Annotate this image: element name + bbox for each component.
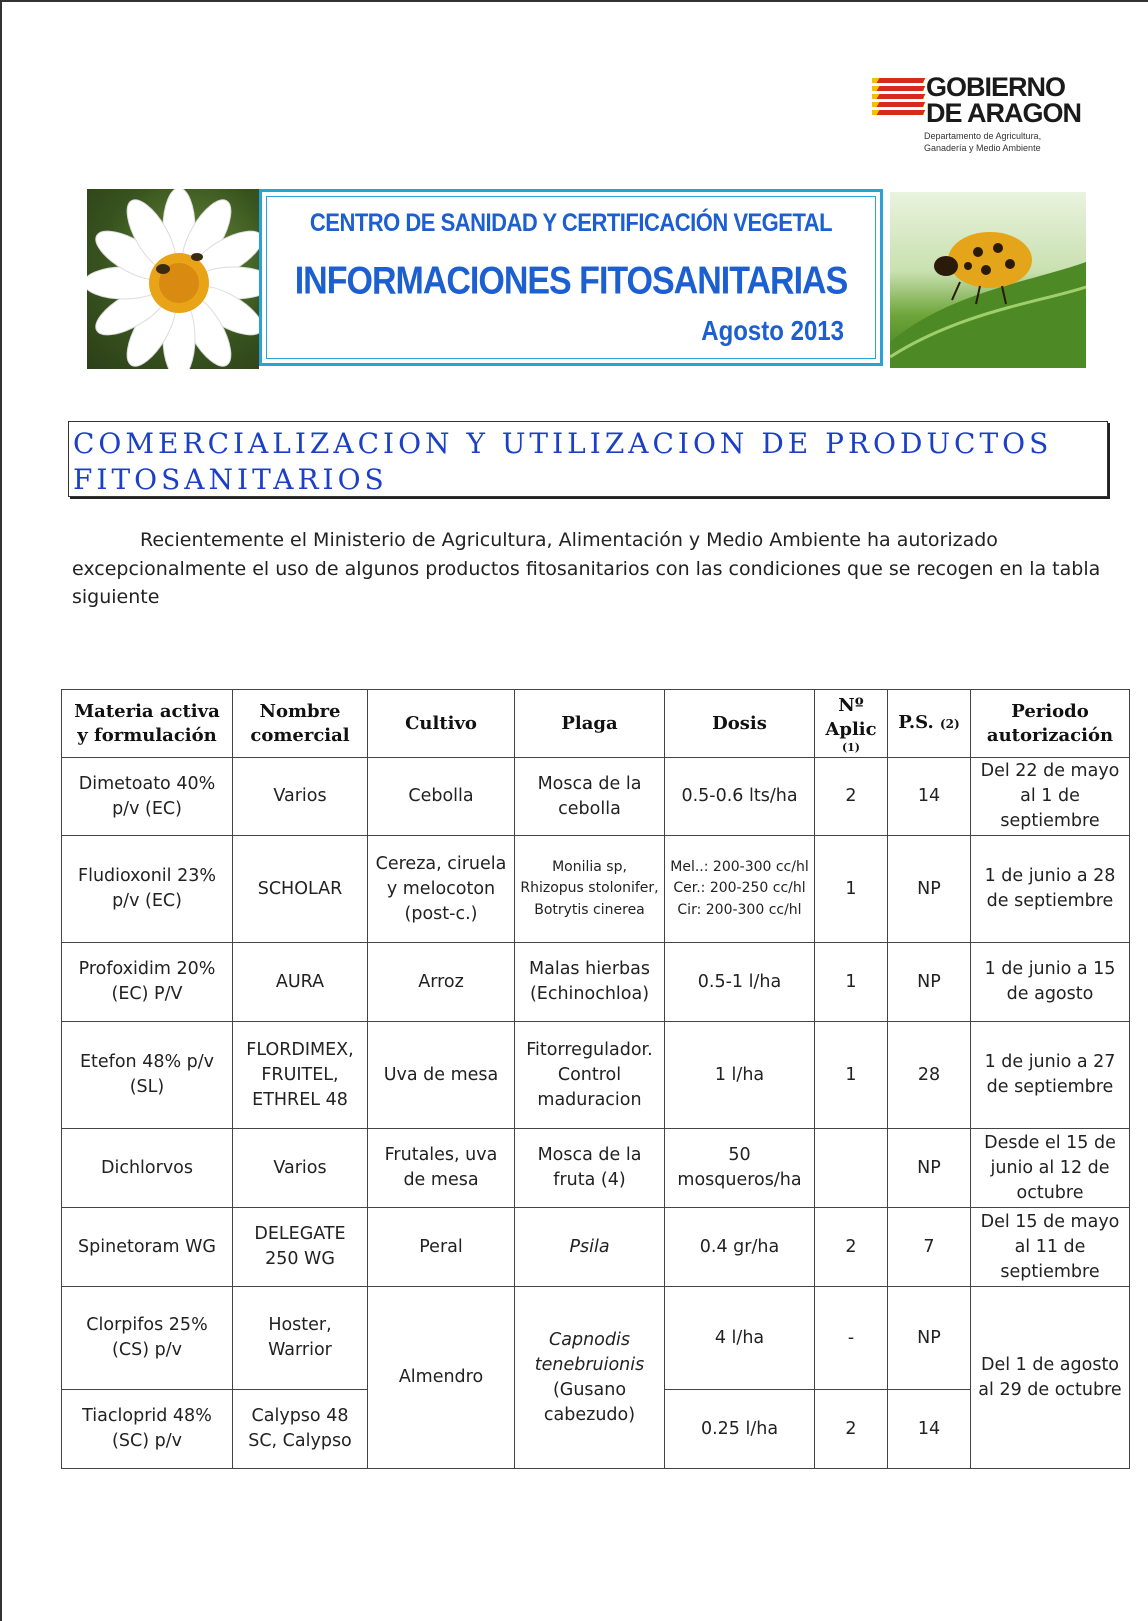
cell-aplic: 2 [815, 758, 888, 836]
cell-ps: NP [888, 1287, 971, 1390]
cell-cultivo: Cereza, ciruela y melocoton (post-c.) [368, 836, 515, 943]
cell-plaga: Mosca de la cebolla [515, 758, 665, 836]
cell-aplic: - [815, 1287, 888, 1390]
cell-ps: 28 [888, 1022, 971, 1129]
cell-materia: Clorpifos 25% (CS) p/v [62, 1287, 233, 1390]
table-row [62, 1287, 1130, 1390]
cell-aplic: 1 [815, 1022, 888, 1129]
header-aplic-label: Nº Aplic [825, 694, 877, 740]
cell-dosis: 1 l/ha [665, 1022, 815, 1129]
cell-nombre: FLORDIMEX, FRUITEL, ETHREL 48 [233, 1022, 368, 1129]
cell-dosis: Mel..: 200-300 cc/hl Cer.: 200-250 cc/hl Cir: 200-300 cc/hl [665, 836, 815, 943]
cell-aplic: 1 [815, 836, 888, 943]
cell-materia: Spinetoram WG [62, 1208, 233, 1287]
cell-periodo: Del 22 de mayo al 1 de septiembre [971, 758, 1130, 836]
cell-aplic [815, 1129, 888, 1208]
daisy-flower-image [87, 189, 259, 369]
cell-materia: Tiacloprid 48% (SC) p/v [62, 1390, 233, 1469]
authorizations-table [61, 689, 1130, 1469]
cell-materia: Dichlorvos [62, 1129, 233, 1208]
cell-materia: Dimetoato 40% p/v (EC) [62, 758, 233, 836]
logo-name [926, 74, 1081, 126]
table-row [62, 1022, 1130, 1129]
banner-date: Agosto 2013 [701, 315, 844, 347]
cell-nombre: Hoster, Warrior [233, 1287, 368, 1390]
cell-nombre: Varios [233, 1129, 368, 1208]
cell-cultivo-shared: Almendro [368, 1287, 515, 1469]
cell-periodo: 1 de junio a 15 de agosto [971, 943, 1130, 1022]
cell-ps: 7 [888, 1208, 971, 1287]
cell-nombre: DELEGATE 250 WG [233, 1208, 368, 1287]
ladybug-image [890, 192, 1086, 368]
cell-cultivo: Cebolla [368, 758, 515, 836]
cell-cultivo: Peral [368, 1208, 515, 1287]
cell-periodo-shared: Del 1 de agosto al 29 de octubre [971, 1287, 1130, 1469]
section-title: COMERCIALIZACION Y UTILIZACION DE PRODUCTOS FITOSANITARIOS [68, 421, 1108, 497]
cell-dosis: 4 l/ha [665, 1287, 815, 1390]
logo-name-line1: GOBIERNO [926, 72, 1066, 102]
cell-ps: NP [888, 836, 971, 943]
cell-materia: Etefon 48% p/v (SL) [62, 1022, 233, 1129]
cell-ps: 14 [888, 1390, 971, 1469]
cell-ps: NP [888, 1129, 971, 1208]
table-row [62, 1129, 1130, 1208]
cell-aplic: 2 [815, 1390, 888, 1469]
header-nombre: Nombre comercial [233, 690, 368, 758]
cell-nombre: Calypso 48 SC, Calypso [233, 1390, 368, 1469]
table-row [62, 1208, 1130, 1287]
cell-plaga: Fitorregulador. Control maduracion [515, 1022, 665, 1129]
cell-periodo: 1 de junio a 28 de septiembre [971, 836, 1130, 943]
header-ps-label: P.S. [898, 712, 934, 733]
header-periodo: Periodo autorización [971, 690, 1130, 758]
cell-plaga: Monilia sp, Rhizopus stolonifer, Botrytis cinerea [515, 836, 665, 943]
cell-dosis: 0.5-0.6 lts/ha [665, 758, 815, 836]
cell-aplic: 2 [815, 1208, 888, 1287]
header-cultivo: Cultivo [368, 690, 515, 758]
cell-materia: Profoxidim 20% (EC) P/V [62, 943, 233, 1022]
table-row [62, 758, 1130, 836]
cell-nombre: AURA [233, 943, 368, 1022]
header-ps-note: (2) [940, 717, 960, 731]
intro-paragraph: Recientemente el Ministerio de Agricultura, Alimentación y Medio Ambiente ha autorizado excepcionalmente el uso de algunos productos fitosanitarios con las condiciones que se recogen en la tabla siguiente [72, 529, 1101, 608]
aragon-flag-icon [872, 78, 924, 122]
header-ps [888, 690, 971, 758]
cell-periodo: Desde el 15 de junio al 12 de octubre [971, 1129, 1130, 1208]
cell-nombre: SCHOLAR [233, 836, 368, 943]
plaga-shared-italic: Capnodis tenebruionis [534, 1329, 645, 1375]
logo-department [924, 130, 1041, 154]
header-aplic-note: (1) [841, 740, 861, 754]
cell-plaga: Mosca de la fruta (4) [515, 1129, 665, 1208]
cell-dosis: 0.5-1 l/ha [665, 943, 815, 1022]
cell-ps: NP [888, 943, 971, 1022]
cell-materia: Fludioxonil 23% p/v (EC) [62, 836, 233, 943]
cell-dosis: 50 mosqueros/ha [665, 1129, 815, 1208]
logo-name-line2: DE ARAGON [926, 98, 1082, 128]
header-dosis: Dosis [665, 690, 815, 758]
banner-center-name: CENTRO DE SANIDAD Y CERTIFICACIÓN VEGETAL [309, 208, 833, 237]
plaga-shared-extra: (Gusano cabezudo) [543, 1379, 636, 1425]
header-plaga: Plaga [515, 690, 665, 758]
table-header-row [62, 690, 1130, 758]
logo-dept-line1: Departamento de Agricultura, [924, 131, 1042, 141]
cell-cultivo: Arroz [368, 943, 515, 1022]
header-materia: Materia activa y formulación [62, 690, 233, 758]
gobierno-aragon-logo [872, 74, 1090, 160]
header-aplic [815, 690, 888, 758]
cell-cultivo: Frutales, uva de mesa [368, 1129, 515, 1208]
banner-title-box [259, 189, 883, 366]
banner-main-title: INFORMACIONES FITOSANITARIAS [294, 259, 848, 303]
cell-dosis: 0.25 l/ha [665, 1390, 815, 1469]
cell-plaga: Psila [515, 1208, 665, 1287]
table-row [62, 943, 1130, 1022]
cell-cultivo: Uva de mesa [368, 1022, 515, 1129]
cell-nombre: Varios [233, 758, 368, 836]
cell-plaga-shared [515, 1287, 665, 1469]
cell-periodo: Del 15 de mayo al 11 de septiembre [971, 1208, 1130, 1287]
cell-plaga: Malas hierbas (Echinochloa) [515, 943, 665, 1022]
logo-dept-line2: Ganadería y Medio Ambiente [924, 143, 1041, 153]
cell-dosis: 0.4 gr/ha [665, 1208, 815, 1287]
table-row [62, 836, 1130, 943]
cell-periodo: 1 de junio a 27 de septiembre [971, 1022, 1130, 1129]
cell-aplic: 1 [815, 943, 888, 1022]
cell-ps: 14 [888, 758, 971, 836]
